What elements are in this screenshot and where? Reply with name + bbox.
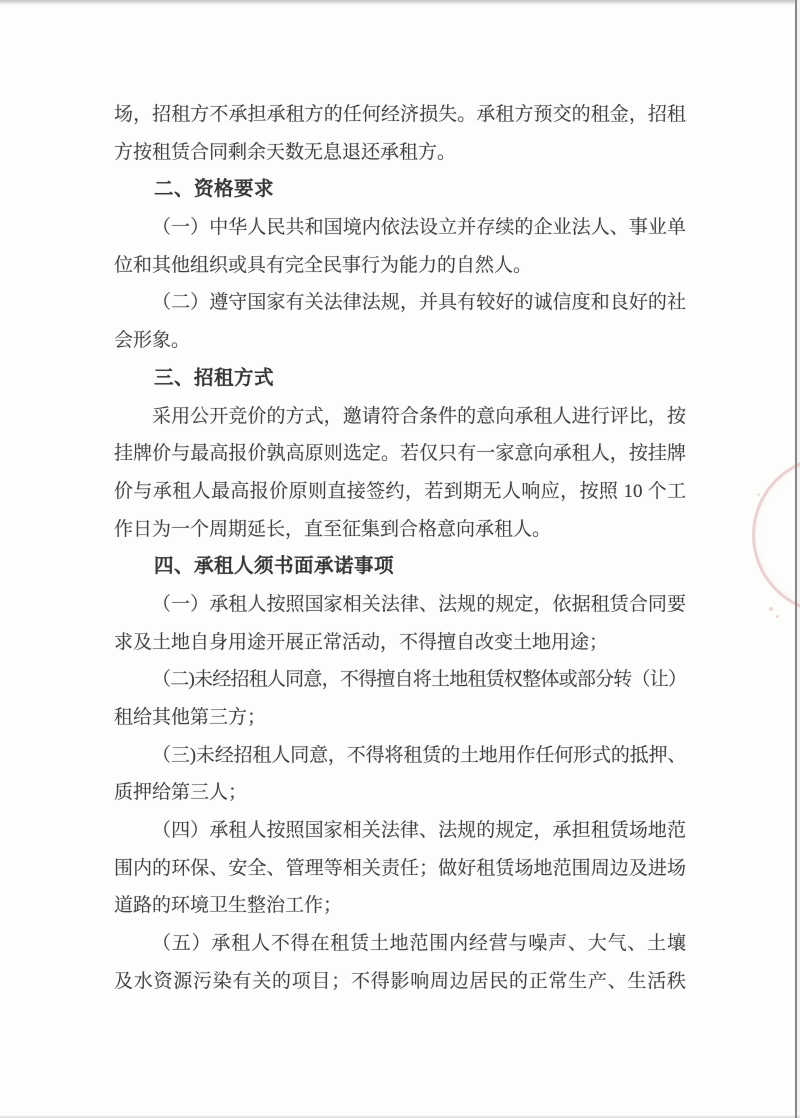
text-line: 求及土地自身用途开展正常活动，不得擅自改变土地用途； xyxy=(114,631,609,653)
section-heading: 二、资格要求 xyxy=(154,178,275,201)
text-line: （三)未经招租人同意，不得将租赁的土地用作任何形式的抵押、 xyxy=(152,744,686,766)
section-heading: 三、招租方式 xyxy=(154,366,275,389)
text-line: （五）承租人不得在租赁土地范围内经营与噪声、大气、土壤 xyxy=(152,933,686,955)
text-line: 道路的环境卫生整治工作； xyxy=(114,895,343,917)
text-line: 场，招租方不承担承租方的任何经济损失。承租方预交的租金，招租 xyxy=(114,104,686,125)
document-body xyxy=(114,96,686,1001)
red-seal-fleck xyxy=(769,607,773,611)
red-seal-fleck xyxy=(757,493,760,496)
section-heading: 四、承租人须书面承诺事项 xyxy=(154,555,395,578)
text-line: 租给其他第三方； xyxy=(114,707,267,728)
text-line: （四）承租人按照国家相关法律、法规的规定，承担租赁场地范 xyxy=(152,820,686,842)
text-line: 会形象。 xyxy=(114,330,191,352)
scan-edge-top xyxy=(0,0,800,5)
text-line: 价与承租人最高报价原则直接签约，若到期无人响应，按照 10 个工 xyxy=(114,480,686,502)
text-line: 及水资源污染有关的项目；不得影响周边居民的正常生产、生活秩 xyxy=(114,970,686,992)
text-line: （二)未经招租人同意，不得擅自将土地租赁权整体或部分转（让） xyxy=(152,669,686,691)
text-line: 位和其他组织或具有完全民事行为能力的自然人。 xyxy=(114,254,533,276)
text-line: （二）遵守国家有关法律法规，并具有较好的诚信度和良好的社 xyxy=(152,292,686,314)
text-line: （一）承租人按照国家相关法律、法规的规定，依据租赁合同要 xyxy=(152,593,686,615)
text-line: 围内的环保、安全、管理等相关责任；做好租赁场地范围周边及进场 xyxy=(114,857,686,879)
text-line: 作日为一个周期延长，直至征集到合格意向承租人。 xyxy=(114,518,552,540)
red-seal-partial xyxy=(752,456,800,614)
text-line: 采用公开竞价的方式，邀请符合条件的意向承租人进行评比，按 xyxy=(152,405,686,427)
red-seal-fleck xyxy=(776,615,779,618)
text-line: 质押给第三人； xyxy=(114,782,248,804)
text-line: 方按租赁合同剩余天数无息退还承租方。 xyxy=(114,141,457,163)
text-line: 挂牌价与最高报价孰高原则选定。若仅只有一家意向承租人，按挂牌 xyxy=(114,443,686,465)
text-line: （一）中华人民共和国境内依法设立并存续的企业法人、事业单 xyxy=(152,217,686,239)
